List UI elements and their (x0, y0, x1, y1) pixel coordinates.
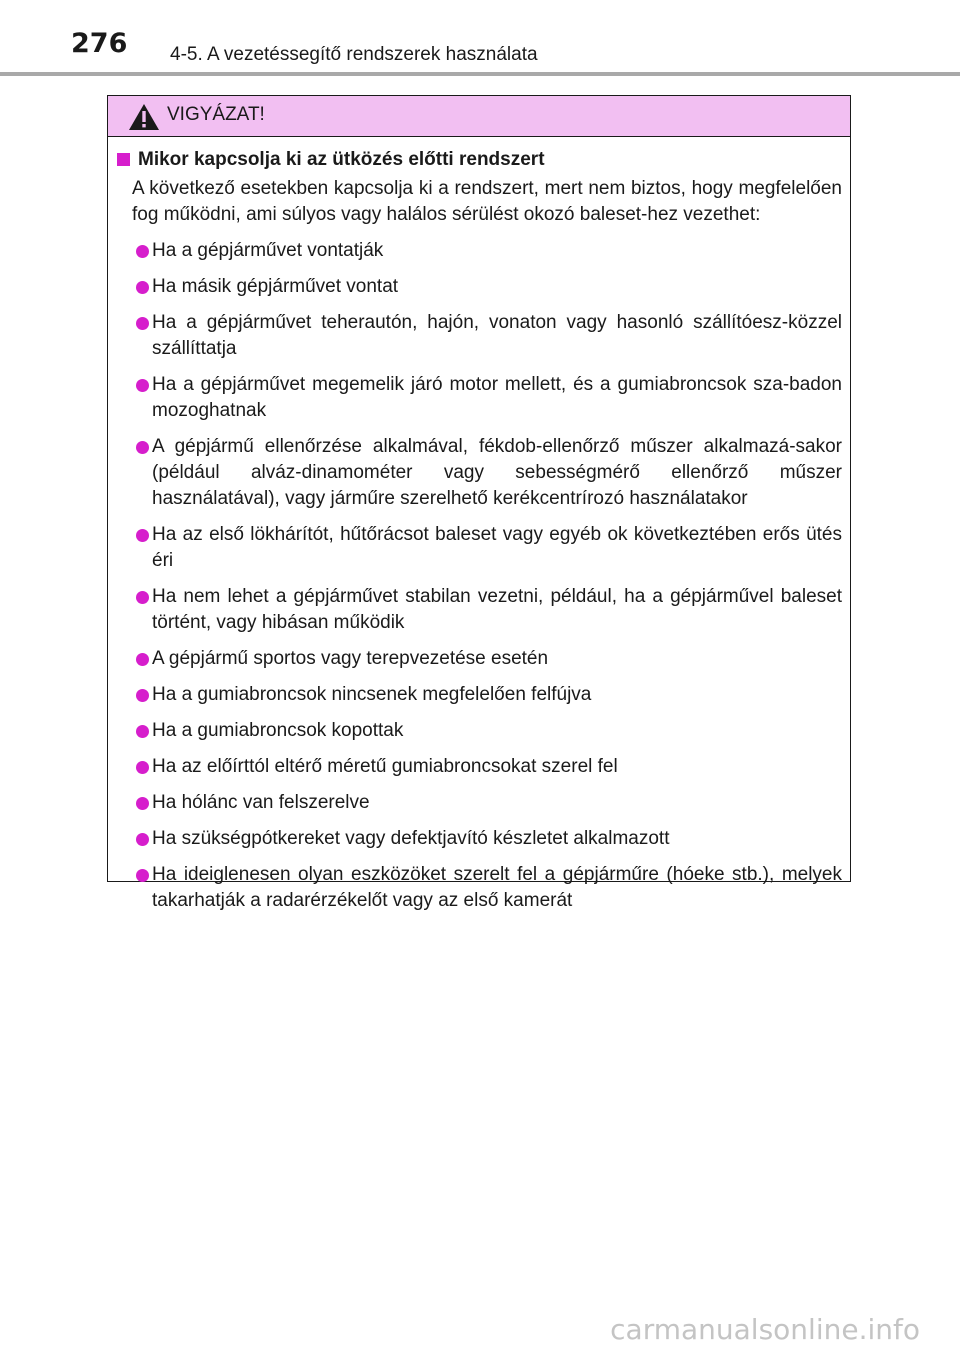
warning-list (108, 238, 850, 914)
list-item (108, 862, 842, 914)
warning-header (108, 96, 850, 137)
warning-triangle-icon (128, 103, 160, 131)
list-item-text: A gépjármű ellenőrzése alkalmával, fékdob-ellenőrző műszer alkalmazá-sakor (például alváz-dinamométer vagy sebességmérő ellenőrző műszer használatával), vagy járműre szerelhető kerékcentrírozó használatakor (152, 436, 842, 509)
list-item (108, 754, 842, 780)
list-item-text: Ha a gumiabroncsok kopottak (152, 720, 404, 741)
list-item (108, 522, 842, 574)
round-bullet-icon (136, 529, 149, 542)
round-bullet-icon (136, 725, 149, 738)
list-item-text: Ha szükségpótkereket vagy defektjavító készletet alkalmazott (152, 828, 670, 849)
list-item-text: Ha az előírttól eltérő méretű gumiabroncsokat szerel fel (152, 756, 618, 777)
list-item-text: Ha a gépjárművet teherautón, hajón, vonaton vagy hasonló szállítóesz-közzel szállíttatja (152, 312, 842, 359)
list-item (108, 238, 842, 264)
round-bullet-icon (136, 591, 149, 604)
list-item-text: Ha nem lehet a gépjárművet stabilan vezetni, például, ha a gépjárművel baleset történt, vagy hibásan működik (152, 586, 842, 633)
list-item-text: Ha a gépjárművet vontatják (152, 240, 384, 261)
list-item-text: Ha hólánc van felszerelve (152, 792, 370, 813)
warning-subheading (108, 148, 850, 172)
list-item (108, 682, 842, 708)
watermark: carmanualsonline.info (610, 1313, 920, 1346)
round-bullet-icon (136, 317, 149, 330)
list-item (108, 790, 842, 816)
round-bullet-icon (136, 689, 149, 702)
list-item-text: Ha a gumiabroncsok nincsenek megfelelően felfújva (152, 684, 592, 705)
list-item (108, 646, 842, 672)
round-bullet-icon (136, 379, 149, 392)
list-item (108, 434, 842, 512)
warning-box (107, 95, 851, 911)
round-bullet-icon (136, 441, 149, 454)
page-number: 276 (71, 28, 128, 59)
warning-title: VIGYÁZAT! (167, 104, 265, 125)
list-item (108, 274, 842, 300)
list-item (108, 372, 842, 424)
round-bullet-icon (136, 653, 149, 666)
list-item-text: Ha ideiglenesen olyan eszközöket szerelt fel a gépjárműre (hóeke stb.), melyek takarhatják a radarérzékelőt vagy az első kamerát (152, 864, 842, 911)
round-bullet-icon (136, 281, 149, 294)
round-bullet-icon (136, 797, 149, 810)
warning-intro: A következő esetekben kapcsolja ki a rendszert, mert nem biztos, hogy megfelelően fog működni, ami súlyos vagy halálos sérülést okozó baleset-hez vezethet: (132, 178, 842, 225)
round-bullet-icon (136, 245, 149, 258)
warning-subheading-text: Mikor kapcsolja ki az ütközés előtti rendszert (138, 149, 545, 170)
round-bullet-icon (136, 869, 149, 882)
list-item (108, 310, 842, 362)
list-item (108, 826, 842, 852)
list-item-text: A gépjármű sportos vagy terepvezetése esetén (152, 648, 549, 669)
list-item-text: Ha a gépjárművet megemelik járó motor mellett, és a gumiabroncsok sza-badon mozoghatnak (152, 374, 842, 421)
square-bullet-icon (117, 153, 130, 166)
section-title: 4-5. A vezetéssegítő rendszerek használata (170, 44, 538, 65)
list-item (108, 584, 842, 636)
list-item-text: Ha az első lökhárítót, hűtőrácsot baleset vagy egyéb ok következtében erős ütés éri (152, 524, 842, 571)
page-header (0, 0, 960, 78)
list-item (108, 718, 842, 744)
round-bullet-icon (136, 761, 149, 774)
header-divider (0, 72, 960, 76)
list-item-text: Ha másik gépjárművet vontat (152, 276, 399, 297)
warning-body (108, 148, 850, 914)
round-bullet-icon (136, 833, 149, 846)
